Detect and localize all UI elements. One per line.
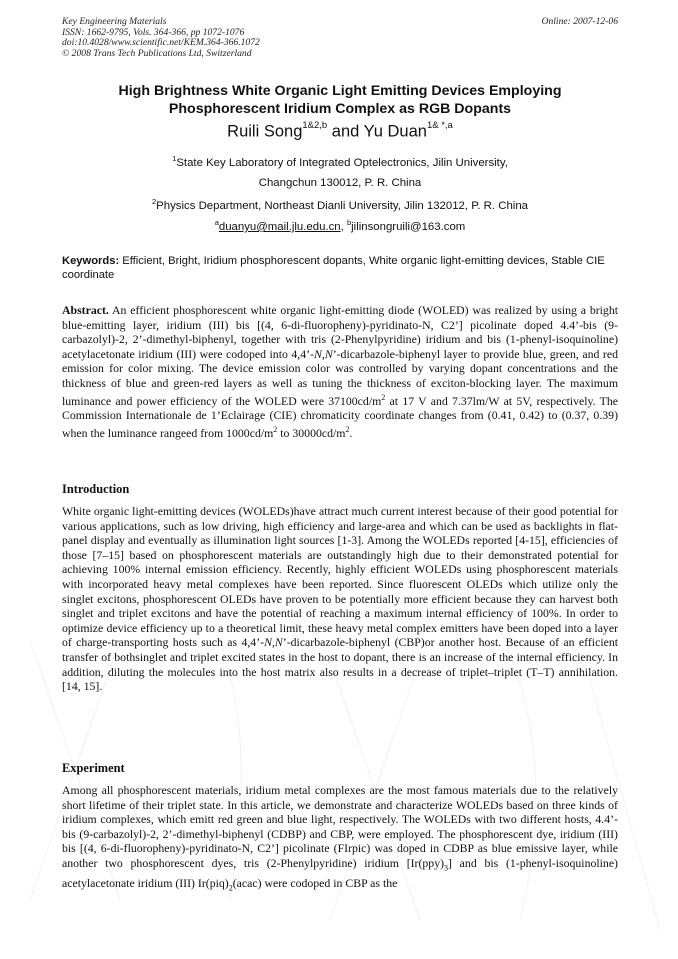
title-line-2: Phosphorescent Iridium Complex as RGB Dopants: [168, 101, 512, 117]
intro-comma: ,: [271, 635, 275, 650]
abstract-text: An efficient phosphorescent white organic light-emitting diode (WOLED) was realized by using a bright blue-emitting layer, iridium (III) bis [(4, 6-di-fluoropheny)-pyridinato-N, C2’] picolinate doped 4.4’-bis (9-carbazolyl)-2, 2’-dimethyl-biphenyl, together with tris (2-Phenylpyridine) iridium and bis (1-phenyl-isoquinoline) acetylacetonate iridium (III) were codoped into 4,4’-: [62, 303, 618, 361]
exp-text-b: ] and bis (1-phenyl-isoquinoline) acetylacetonate iridium (III) Ir(piq): [62, 855, 618, 890]
keywords: [62, 254, 618, 282]
exp-sub-1: 3: [444, 863, 449, 873]
title-line-1: High Brightness White Organic Light Emitting Devices Employing: [118, 83, 562, 99]
author-2: Yu Duan: [363, 122, 427, 141]
abstract-italic-n2: N: [324, 346, 333, 361]
abstract-text-4: to 30000cd/m: [277, 425, 346, 440]
experiment-paragraph: [62, 783, 618, 896]
affiliation-1-text: State Key Laboratory of Integrated Optelectronics, Jilin University,: [176, 156, 508, 169]
keywords-label: Keywords:: [62, 255, 120, 267]
abstract-sup-3: 2: [345, 424, 350, 434]
author-2-marks: 1& *,a: [426, 120, 453, 131]
affiliation-2-mark: 2: [151, 197, 157, 206]
affiliation-1-line-2: Changchun 130012, P. R. China: [258, 177, 422, 189]
email-b-mark: b: [346, 218, 352, 227]
email-a-mark: a: [214, 218, 219, 227]
abstract-text-5: .: [349, 425, 353, 440]
abstract-label: Abstract.: [62, 303, 109, 317]
abstract-sup-1: 2: [381, 392, 386, 402]
email-line: [62, 218, 618, 233]
intro-italic-n2: N: [274, 635, 283, 650]
doi-line: doi:10.4028/www.scientific.net/KEM.364-366.1072: [62, 37, 260, 49]
exp-text-c: (acac) were codoped in CBP as the: [232, 875, 398, 890]
online-date: Online: 2007-12-06: [541, 16, 618, 27]
issn-line: ISSN: 1662-9795, Vols. 364-366, pp 1072-1076: [62, 26, 245, 38]
keywords-text: Efficient, Bright, Iridium phosphorescent dopants, White organic light-emitting devices, Stable CIE coordinate: [62, 255, 605, 281]
abstract-text-3: at 17 V and 7.37lm/W at 5V, respectively. The Commission Internationale de 1’Eclairage (CIE) chromaticity coordinate changes from (0.41, 0.42) to (0.37, 0.39) when the luminance rangeed from 1000cd/m: [62, 393, 619, 440]
paper-title: [62, 82, 618, 118]
experiment-heading: Experiment: [62, 761, 125, 775]
abstract-comma: ,: [321, 346, 325, 361]
introduction-paragraph: [62, 504, 618, 694]
abstract-text-2: ’-dicarbazole-biphenyl layer to provide blue, green, and red emission for color mixing. The device emission color was controlled by varying dopant concentrations and the thickness of blue and green-red layers as well as tuning the thickness of exciton-blocking layer. The maximum luminance and power efficiency of the WOLED were 37100cd/m: [62, 346, 618, 408]
email-separator: ,: [340, 220, 347, 233]
journal-header: [62, 17, 618, 59]
exp-sub-2: 2: [228, 883, 233, 893]
intro-text-b: ’-dicarbazole-biphenyl (CBP)or another host. Because of an efficient transfer of bothsinglet and triplet excited states in the host to dopant, there is an increase of the internal efficiency. In addition, diluting the molecules into the host matrix also results in a decrease of triplet–triplet (T–T) annihilation. [14, 15].: [62, 635, 619, 694]
intro-italic-n1: N: [264, 635, 272, 650]
affiliation-2-text: Physics Department, Northeast Dianli University, Jilin 132012, P. R. China: [156, 199, 528, 212]
email-b: jilinsongruili@163.com: [351, 220, 466, 233]
journal-name: Key Engineering Materials: [62, 16, 167, 27]
abstract-sup-2: 2: [273, 424, 278, 434]
introduction-heading: Introduction: [62, 482, 130, 496]
email-link-a[interactable]: duanyu@mail.jlu.edu.cn: [218, 220, 341, 233]
author-1-marks: 1&2,b: [302, 120, 328, 131]
abstract-italic-n1: N: [313, 346, 322, 361]
author-1: Ruili Song: [227, 122, 303, 141]
author-list: [62, 122, 618, 142]
affiliation-1: [62, 154, 618, 169]
affiliation-1-mark: 1: [172, 154, 177, 163]
author-and: and: [327, 122, 364, 141]
intro-text-a: White organic light-emitting devices (WOLEDs)have attract much current interest because of their good potential for various applications, such as low driving, high efficiency and large-area and which can be used as backlights in flat-panel display and eventually as illumination light sources [1-3]. Among the WOLEDs reported [4-15], efficiencies of those [7–15] based on phosphorescent materials are outstandingly high due to their demonstrated potential for achieving 100% internal emission efficiency. Recently, highly efficient WOLEDs using phosphorescent materials with incorporated heavy metal complexes have been reported. Since fluorescent OLEDs which utilize only the singlet excitons, phosphorescent OLEDs have proven to be potentially more efficient because they can harvest both singlet and triplet excitons and have the potential of reaching a maximum internal efficiency of 100%. In order to optimize device efficiency up to a theoretical limit, these heavy metal complex emitters have been doped into a layer of charge-transporting hosts such as 4,4’-: [62, 504, 618, 650]
copyright-line: © 2008 Trans Tech Publications Ltd, Switzerland: [62, 47, 252, 59]
affiliation-2: [62, 197, 618, 212]
abstract: [62, 303, 618, 440]
exp-text-a: Among all phosphorescent materials, iridium metal complexes are the most famous materials due to the relatively short lifetime of their triplet state. In this article, we demonstrate and characterize WOLEDs based on three kinds of iridium complexes, which emitt red green and blue light, respectively. The WOLEDs with two different hosts, 4.4’-bis (9-carbazolyl)-2, 2’-dimethyl-biphenyl (CDBP) and CBP, were employed. The phosphorescent dye, iridium (III) bis [(4, 6-di-fluoropheny)-pyridinato-N, C2’] picolinate (FIrpic) was doped in CDBP as blue emissive layer, while another two phosphorescent dyes, tris (2-Phenylpyridine) iridium [Ir(ppy): [62, 783, 618, 870]
